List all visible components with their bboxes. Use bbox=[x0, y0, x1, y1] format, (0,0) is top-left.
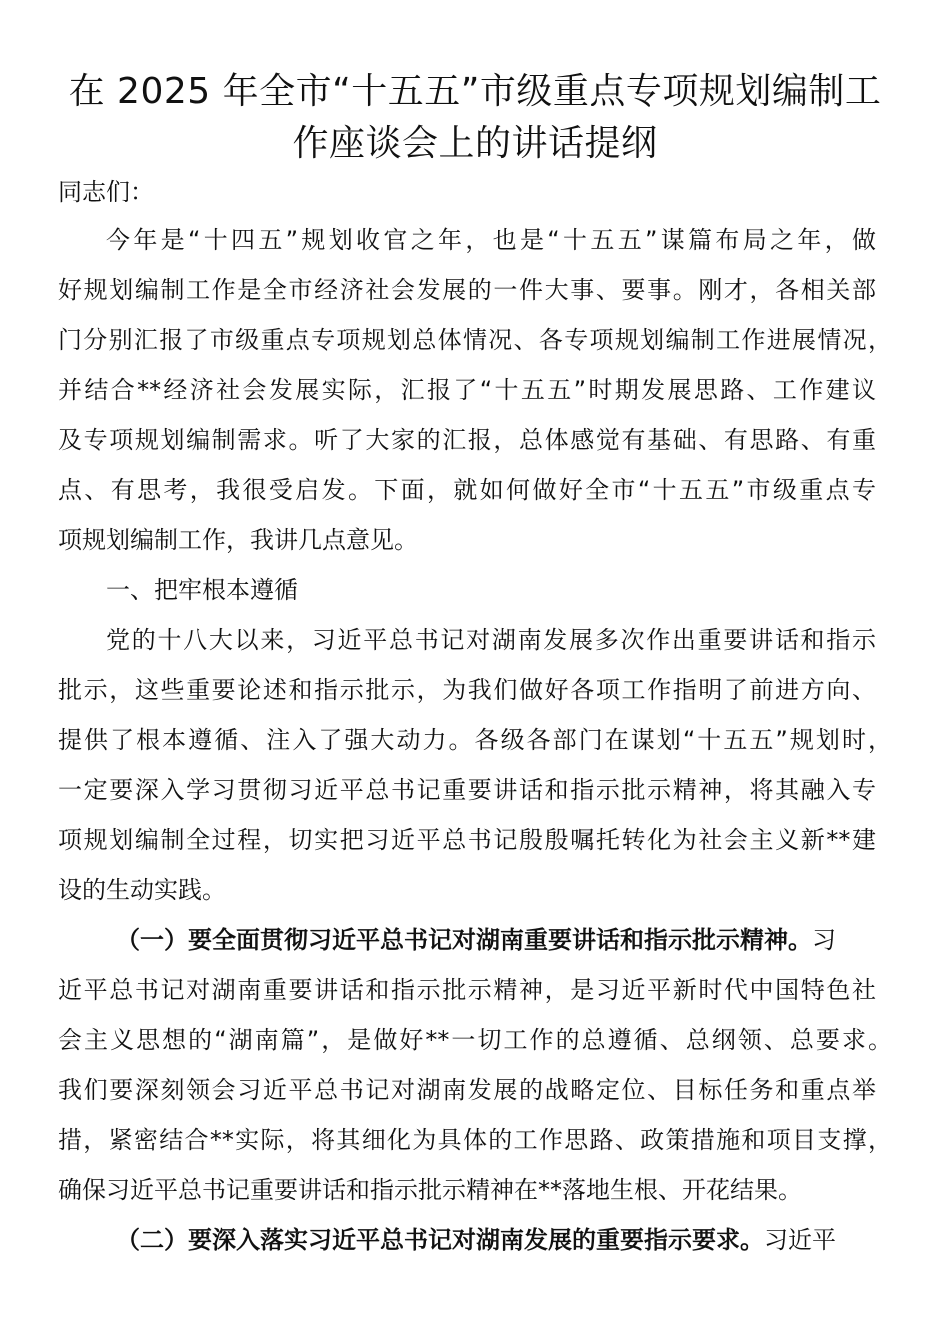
paragraph-line: 门分别汇报了市级重点专项规划总体情况、各专项规划编制工作进展情况， bbox=[58, 326, 892, 354]
paragraph-line: 项规划编制工作，我讲几点意见。 bbox=[58, 526, 418, 554]
paragraph-line: 提供了根本遵循、注入了强大动力。各级各部门在谋划“十五五”规划时， bbox=[58, 726, 892, 754]
title-line-2: 作座谈会上的讲话提纲 bbox=[292, 123, 658, 164]
salutation: 同志们： bbox=[58, 178, 154, 206]
paragraph-line: 并结合**经济社会发展实际，汇报了“十五五”时期发展思路、工作建议 bbox=[58, 376, 876, 404]
point-heading: （一）要全面贯彻习近平总书记对湖南重要讲话和指示批示精神。 bbox=[116, 926, 812, 954]
paragraph-line: 及专项规划编制需求。听了大家的汇报，总体感觉有基础、有思路、有重 bbox=[58, 426, 876, 454]
paragraph-line: 确保习近平总书记重要讲话和指示批示精神在**落地生根、开花结果。 bbox=[58, 1176, 802, 1204]
paragraph-line: 近平总书记对湖南重要讲话和指示批示精神，是习近平新时代中国特色社 bbox=[58, 976, 876, 1004]
paragraph-line: 一定要深入学习贯彻习近平总书记重要讲话和指示批示精神，将其融入专 bbox=[58, 776, 876, 804]
paragraph-text: 习近平 bbox=[764, 1226, 836, 1254]
paragraph-first-line bbox=[116, 1220, 836, 1270]
paragraph-line: 设的生动实践。 bbox=[58, 876, 226, 904]
paragraph-line: 会主义思想的“湖南篇”，是做好**一切工作的总遵循、总纲领、总要求。 bbox=[58, 1026, 892, 1054]
paragraph-line: 批示，这些重要论述和指示批示，为我们做好各项工作指明了前进方向、 bbox=[58, 676, 876, 704]
paragraph-line: 好规划编制工作是全市经济社会发展的一件大事、要事。刚才，各相关部 bbox=[58, 276, 876, 304]
paragraph-first-line bbox=[116, 920, 836, 970]
paragraph-line: 项规划编制全过程，切实把习近平总书记殷殷嘱托转化为社会主义新**建 bbox=[58, 826, 876, 854]
point-heading: （二）要深入落实习近平总书记对湖南发展的重要指示要求。 bbox=[116, 1226, 764, 1254]
title-line-1: 在 2025 年全市“十五五”市级重点专项规划编制工 bbox=[68, 71, 882, 112]
paragraph-line: 点、有思考，我很受启发。下面，就如何做好全市“十五五”市级重点专 bbox=[58, 476, 876, 504]
document-title bbox=[40, 66, 910, 170]
paragraph-line: 今年是“十四五”规划收官之年，也是“十五五”谋篇布局之年，做 bbox=[106, 226, 876, 254]
paragraph-line: 措，紧密结合**实际，将其细化为具体的工作思路、政策措施和项目支撑， bbox=[58, 1126, 892, 1154]
section-heading: 一、把牢根本遵循 bbox=[106, 576, 298, 604]
paragraph-line: 我们要深刻领会习近平总书记对湖南发展的战略定位、目标任务和重点举 bbox=[58, 1076, 876, 1104]
paragraph-text: 习 bbox=[812, 926, 836, 954]
paragraph-line: 党的十八大以来，习近平总书记对湖南发展多次作出重要讲话和指示 bbox=[106, 626, 876, 654]
